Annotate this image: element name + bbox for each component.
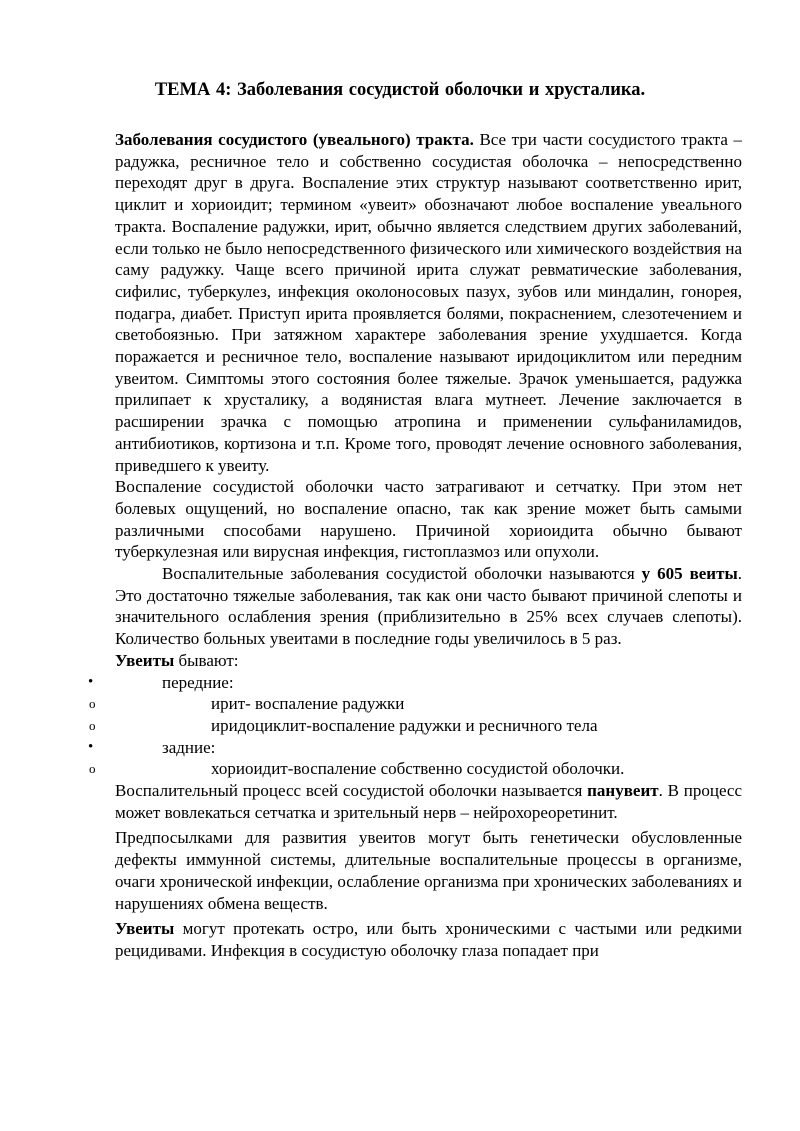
bold-term: Увеиты [115,919,175,939]
circle-marker: o [89,696,96,712]
document-body [88,129,743,962]
paragraph-uveitis-definition [115,563,742,650]
circle-marker: o [89,717,96,733]
bullet-marker: • [88,738,94,755]
paragraph-preconditions: Предпосылками для развития увеитов могут быть генетически обусловленные дефекты иммунной системы, длительные воспалительные процессы в организме, очаги хронической инфекции, ослабление организма при хронических заболеваниях и нарушениях обмена веществ. [115,828,742,913]
list-item-label: передние: [162,672,234,692]
paragraph-choroid-inflammation: Воспаление сосудистой оболочки часто затрагивают и сетчатку. При этом нет болевых ощущений, но воспаление опасно, так как зрение может быть самыми различными способами нарушено. Причиной хориоидита обычно бывают туберкулезная или вирусная инфекция, гистоплазмоз или опухоли. [115,477,742,562]
list-subitem-label: ирит- воспаление радужки [211,694,405,714]
uveitis-types-list [88,672,742,780]
list-subitem [89,693,742,715]
circle-marker: o [89,761,96,777]
list-subitem-label: иридоциклит-воспаление радужки и ресничного тела [211,715,598,735]
paragraph-text: Воспалительный процесс всей сосудистой оболочки называется [115,781,588,801]
bold-term: панувеит [587,781,659,801]
bold-term: Увеиты [115,650,175,670]
bold-term: у 605 веиты [641,564,738,584]
heading-text: бывают: [174,650,239,670]
list-item-label: задние: [162,737,216,757]
list-subitem-label: хориоидит-воспаление собственно сосудистой оболочки. [211,759,625,779]
paragraph-lead: Заболевания сосудистого (увеального) тракта. [115,130,474,149]
paragraph-text: Все три части сосудистого тракта – радужка, ресничное тело и собственно сосудистая оболочка – непосредственно переходят друг в друга. Воспаление этих структур называют соответственно ирит, циклит и хориоидит; термином «увеит» обозначают любое воспаление увеального тракта. Воспаление радужки, ирит, обычно является следствием других заболеваний, если только не было непосредственного физического или химического воздействия на саму радужку. Чаще всего причиной ирита служат ревматические заболевания, сифилис, туберкулез, инфекция околоносовых пазух, зубов или миндалин, гонорея, подагра, диабет. Приступ ирита проявляется болями, покраснением, слезотечением и светобоязнью. При затяжном характере заболевания зрение ухудшается. Когда поражается и ресничное тело, воспаление называют иридоциклитом или передним увеитом. Симптомы этого состояния более тяжелые. Зрачок уменьшается, радужка прилипает к хрусталику, а водянистая влага мутнеет. Лечение заключается в расширении зрачка с помощью атропина и применении сульфаниламидов, антибиотиков, кортизона и т.п. Кроме того, проводят лечение основного заболевания, приведшего к увеиту. [115,130,742,475]
list-item-back [88,737,742,759]
types-heading [115,650,742,672]
paragraph-text: . Это достаточно тяжелые заболевания, так как они часто бывают причиной слепоты и значительного ослабления зрения (приблизительно в 25% всех случаев слепоты). Количество больных увеитами в последние годы увеличилось в 5 раз. [115,564,742,649]
paragraph-text: Воспалительные заболевания сосудистой оболочки называются [162,564,642,584]
paragraph-panuveitis [115,780,742,823]
paragraph-course [115,918,742,961]
paragraph-text: могут протекать остро, или быть хроническими с частыми или редкими рецидивами. Инфекция в сосудистую оболочку глаза попадает при [115,919,742,960]
paragraph-uveal-tract [115,129,742,476]
list-subitem [89,715,742,737]
page-title: ТЕМА 4: Заболевания сосудистой оболочки и хрусталика. [154,80,646,100]
list-subitem [89,758,742,780]
list-item-front [88,672,742,694]
bullet-marker: • [88,673,94,690]
paragraph-text: . В процесс может вовлекаться сетчатка и зрительный нерв – нейрохореоретинит. [115,781,743,822]
